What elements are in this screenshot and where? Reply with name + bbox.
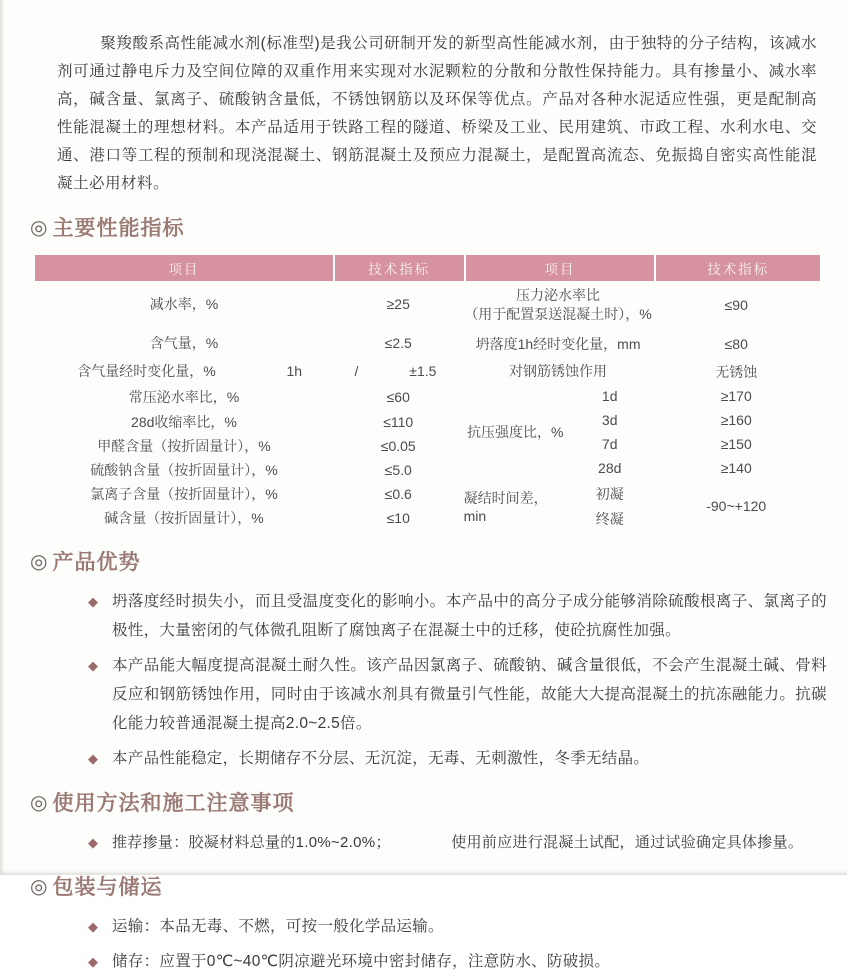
advantages-list <box>88 587 827 773</box>
age-cell: 7d <box>601 436 618 452</box>
row-value: ≤0.05 <box>380 438 416 454</box>
age-cell: 1d <box>601 388 618 404</box>
table-row <box>35 281 464 327</box>
group-label: 凝结时间差，min <box>463 490 548 524</box>
row-label: 对钢筋锈蚀作用 <box>509 363 608 379</box>
usage-list <box>88 828 827 857</box>
diamond-bullet-icon: ◆ <box>88 751 98 766</box>
table-row <box>35 506 464 530</box>
trial-mix-note: 使用前应进行混凝土试配，通过试验确定具体掺量。 <box>451 834 804 851</box>
performance-table-left <box>35 255 464 532</box>
row-label: 甲醛含量（按折固量计），% <box>97 438 271 454</box>
row-label: 常压泌水率比，% <box>128 389 240 405</box>
table-row <box>464 329 820 359</box>
table-row <box>35 358 464 384</box>
row-value: ≤110 <box>383 414 414 430</box>
table-row <box>35 384 464 410</box>
row-value: ≤2.5 <box>384 334 412 351</box>
section-title: 主要性能指标 <box>52 217 185 240</box>
diamond-bullet-icon: ◆ <box>88 954 98 969</box>
table-row <box>464 359 820 384</box>
list-item <box>88 828 827 857</box>
bullet-text: 本产品能大幅度提高混凝土耐久性。该产品因氯离子、硫酸钠、碱含量很低，不会产生混凝土碱、骨料反应和钢筋锈蚀作用，同时由于该减水剂具有微量引气性能，故能大大提高混凝土的抗冻融能力。抗碳化能力较普通混凝土提高2.0~2.5倍。 <box>112 657 827 732</box>
row-value: -90~+120 <box>706 498 767 514</box>
value-cell: ≥170 <box>720 388 752 404</box>
value-column <box>652 384 819 480</box>
row-sublabel: 1h <box>286 363 303 379</box>
packaging-list <box>88 912 827 976</box>
row-label: 含气量，% <box>149 334 219 351</box>
age-cell: 3d <box>601 412 618 428</box>
table-row <box>35 482 464 506</box>
row-label: 28d收缩率比，% <box>131 414 237 430</box>
list-item <box>88 947 827 976</box>
list-item <box>88 744 827 773</box>
strength-ratio-group <box>464 384 820 480</box>
bullseye-icon: ◎ <box>30 550 49 573</box>
intro-paragraph: 聚羧酸系高性能减水剂(标准型)是我公司研制开发的新型高性能减水剂，由于独特的分子结构，该减水剂可通过静电斥力及空间位障的双重作用来实现对水泥颗粒的分散和分散性保持能力。具有掺量小、减水率高，碱含量、氯离子、硫酸钠含量低，不锈蚀钢筋以及环保等优点。产品对各种水泥适应性强，更是配制高性能混凝土的理想材料。本产品适用于铁路工程的隧道、桥梁及工业、民用建筑、市政工程、水利水电、交通、港口等工程的预制和现浇混凝土、钢筋混凝土及预应力混凝土，是配置高流态、免振捣自密实高性能混凝土必用材料。 <box>57 35 817 192</box>
row-label: 氯离子含量（按折固量计），% <box>90 486 278 502</box>
column-header-index: 技术指标 <box>335 255 464 281</box>
table-row <box>35 434 464 458</box>
diamond-bullet-icon: ◆ <box>88 594 98 609</box>
value-cell: ≥160 <box>720 412 752 428</box>
initial-set-label: 初凝 <box>595 485 624 502</box>
group-label: 抗压强度比，% <box>467 424 564 440</box>
dosage-text: 推荐掺量：胶凝材料总量的1.0%~2.0%； <box>112 834 391 851</box>
list-item <box>88 587 827 645</box>
section-heading-performance <box>30 212 847 242</box>
table-header-row <box>464 255 820 281</box>
section-title: 使用方法和施工注意事项 <box>52 792 295 815</box>
age-column <box>567 384 653 480</box>
row-label: 含气量经时变化量，% <box>77 363 216 379</box>
row-label: 硫酸钠含量（按折固量计），% <box>90 462 278 478</box>
bullseye-icon: ◎ <box>30 216 49 239</box>
row-label-line2: （用于配置泵送混凝土时），% <box>464 306 652 322</box>
bullet-text: 本产品性能稳定，长期储存不分层、无沉淀，无毒、无刺激性，冬季无结晶。 <box>112 750 650 767</box>
bullseye-icon: ◎ <box>30 791 49 814</box>
row-label: 碱含量（按折固量计），% <box>104 510 264 526</box>
section-heading-advantages <box>30 546 847 576</box>
age-cell: 28d <box>598 460 622 476</box>
table-header-row <box>35 255 464 281</box>
table-row <box>464 281 820 329</box>
performance-table-right <box>464 255 820 532</box>
section-title: 产品优势 <box>52 551 141 574</box>
row-value: ≤60 <box>386 389 410 405</box>
usage-line <box>112 828 827 857</box>
row-value: ≤80 <box>724 336 748 352</box>
list-item <box>88 651 827 738</box>
section-heading-usage <box>30 787 847 817</box>
bullet-text: 坍落度经时损失小，而且受温度变化的影响小。本产品中的高分子成分能够消除硫酸根离子、氯离子的极性，大量密闭的气体微孔阻断了腐蚀离子在混凝土中的迁移，使砼抗腐性加强。 <box>112 593 827 639</box>
setting-time-group <box>464 480 820 532</box>
table-row <box>35 458 464 482</box>
row-value: ≤5.0 <box>384 462 412 478</box>
row-label-line1: 压力泌水率比 <box>516 287 601 303</box>
diamond-bullet-icon: ◆ <box>88 919 98 934</box>
list-item <box>88 912 827 941</box>
row-label: 减水率，% <box>149 296 219 312</box>
row-separator: / <box>354 363 359 379</box>
row-value: ≤10 <box>386 510 410 526</box>
row-value: ≤0.6 <box>384 486 412 502</box>
row-value: ≤90 <box>724 297 748 313</box>
table-row <box>35 327 464 358</box>
table-row <box>35 410 464 434</box>
bullseye-icon: ◎ <box>30 875 49 898</box>
final-set-label: 终凝 <box>595 510 624 527</box>
section-title: 包装与储运 <box>52 876 163 899</box>
setting-sub-column <box>567 480 653 532</box>
row-value: ±1.5 <box>409 363 437 379</box>
section-heading-packaging <box>30 871 847 901</box>
row-label <box>464 286 653 324</box>
diamond-bullet-icon: ◆ <box>88 658 98 673</box>
value-cell: ≥150 <box>720 436 752 452</box>
column-header-item: 项目 <box>466 255 655 281</box>
row-value: ≥25 <box>386 296 410 312</box>
performance-table <box>35 255 820 532</box>
column-header-item: 项目 <box>35 255 333 281</box>
row-value: 无锈蚀 <box>715 363 758 380</box>
row-label: 坍落度1h经时变化量，mm <box>475 335 641 352</box>
storage-text: 储存：应置于0℃~40℃阴凉避光环境中密封储存，注意防水、防破损。 <box>112 953 611 970</box>
column-header-index: 技术指标 <box>656 255 819 281</box>
transport-text: 运输：本品无毒、不燃，可按一般化学品运输。 <box>112 918 444 935</box>
diamond-bullet-icon: ◆ <box>88 835 98 850</box>
value-cell: ≥140 <box>720 460 752 476</box>
